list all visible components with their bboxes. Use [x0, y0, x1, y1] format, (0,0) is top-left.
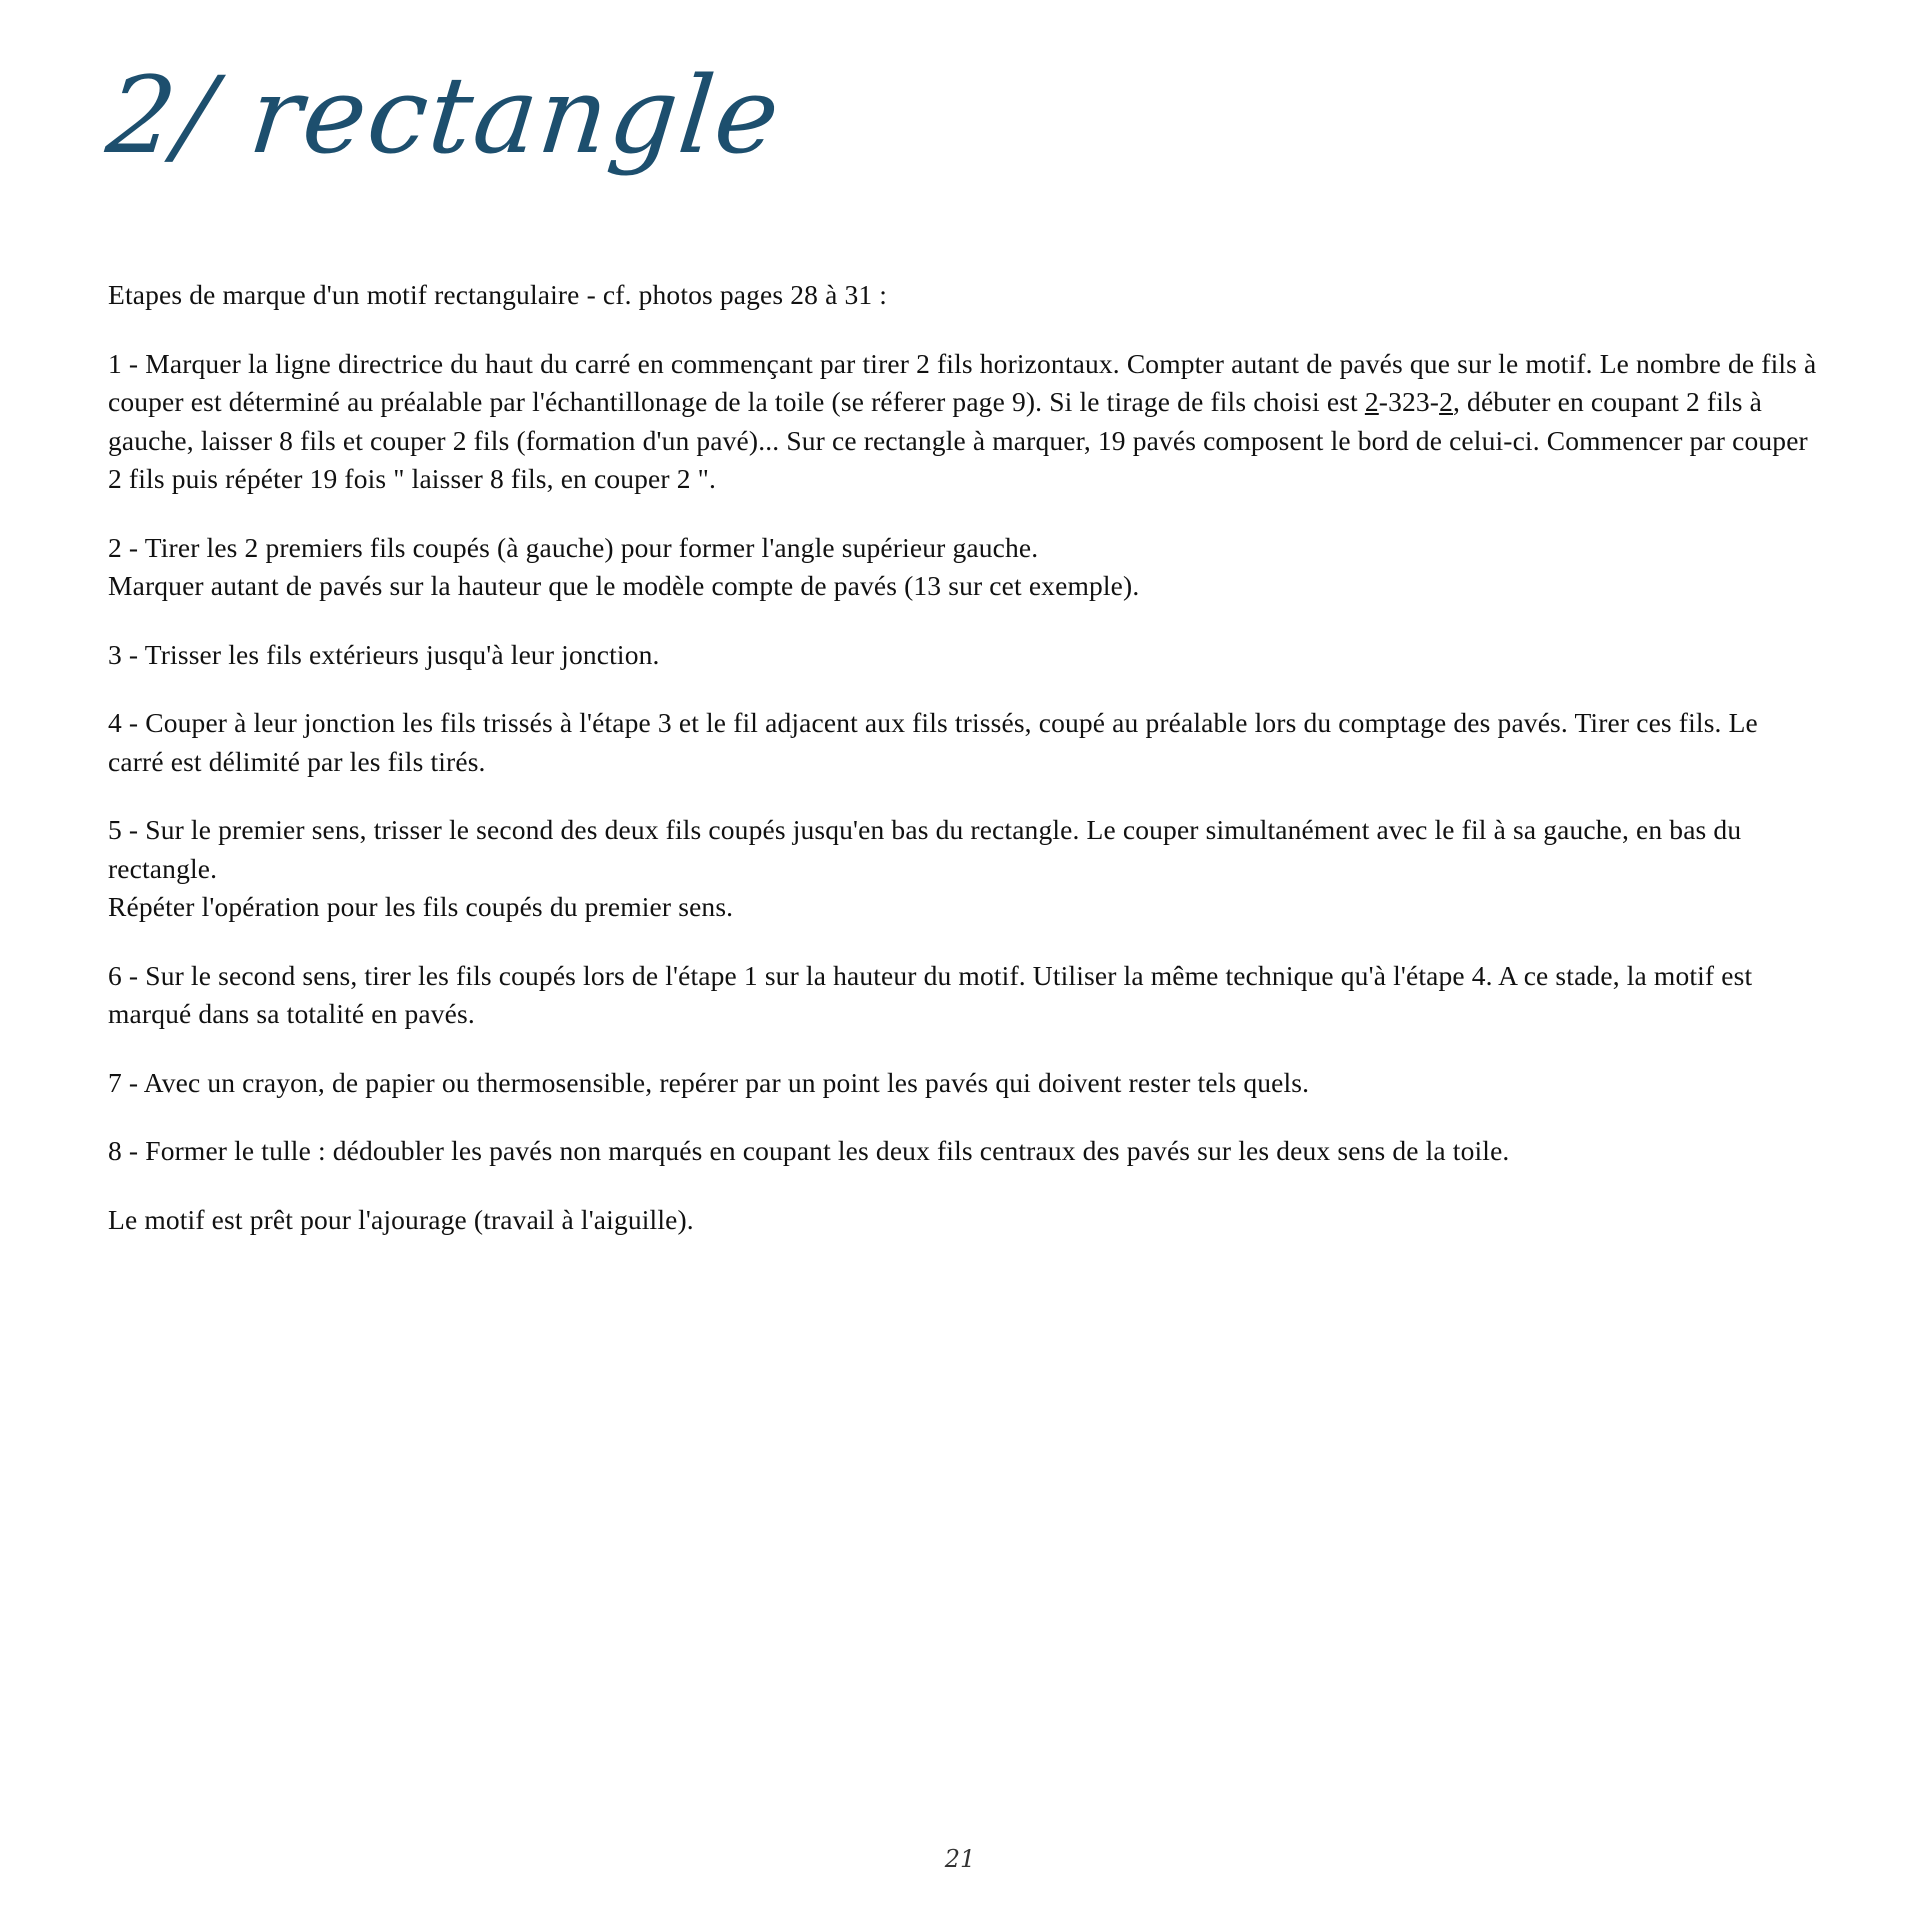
step-1-underlined-second: 2: [1439, 386, 1453, 417]
step-1-middle: -323-: [1378, 386, 1440, 417]
step-1-underlined-first: 2: [1364, 386, 1379, 417]
intro-paragraph: Etapes de marque d'un motif rectangulaire - cf. photos pages 28 à 31 :: [108, 279, 888, 310]
step-2-line-2: Marquer autant de pavés sur la hauteur que le modèle compte de pavés (13 sur cet exemple).: [108, 570, 1140, 601]
step-5-line-2: Répéter l'opération pour les fils coupés du premier sens.: [108, 891, 734, 922]
step-1-text-before: 1 - Marquer la ligne directrice du haut du carré en commençant par tirer 2 fils horizontaux. Compter autant de pavés que sur le motif. Le nombre de fils à couper est déterminé au préalable par l'échantillonage de la toile (se réferer page 9). Si le tirage de fils choisi est: [108, 347, 1817, 417]
step-7-paragraph: [108, 1064, 1818, 1103]
step-5-line-1: 5 - Sur le premier sens, trisser le second des deux fils coupés jusqu'en bas du rectangle. Le couper simultanément avec le fil à sa gauche, en bas du rectangle.: [108, 814, 1742, 884]
step-1-paragraph: [108, 345, 1818, 499]
step-6-line-1: 6 - Sur le second sens, tirer les fils coupés lors de l'étape 1 sur la hauteur du motif. Utiliser la même technique qu'à l'étape 4. A ce stade, la motif est marqué dans sa totalité en pavés.: [108, 959, 1753, 1029]
step-4-line-1: 4 - Couper à leur jonction les fils trissés à l'étape 3 et le fil adjacent aux fils trissés, coupé au préalable lors du comptage des pavés. Tirer ces fils. Le carré est délimité par les fils tirés.: [108, 707, 1758, 777]
step-8-line-1: 8 - Former le tulle : dédoubler les pavés non marqués en coupant les deux fils centraux des pavés sur les deux sens de la toile.: [108, 1135, 1510, 1166]
step-2-paragraph: [108, 529, 1818, 606]
step-6-paragraph: [108, 957, 1818, 1034]
step-8-paragraph: [108, 1132, 1818, 1171]
closing-paragraph: Le motif est prêt pour l'ajourage (travail à l'aiguille).: [108, 1203, 694, 1235]
page-number: 21: [944, 1845, 976, 1873]
step-3-line-1: 3 - Trisser les fils extérieurs jusqu'à leur jonction.: [108, 638, 660, 670]
step-1-text-after: , débuter en coupant 2 fils à gauche, laisser 8 fils et couper 2 fils (formation d'un pavé)... Sur ce rectangle à marquer, 19 pavés composent le bord de celui-ci. Commencer par couper 2 fils puis répéter 19 fois " laisser 8 fils, en couper 2 ".: [108, 386, 1808, 494]
step-3-paragraph: [108, 636, 1818, 675]
step-4-paragraph: [108, 704, 1818, 781]
step-7-line-1: 7 - Avec un crayon, de papier ou thermosensible, repérer par un point les pavés qui doivent rester tels quels.: [108, 1066, 1310, 1098]
page-title: 2/ rectangle: [101, 54, 787, 177]
document-body: [108, 276, 1818, 1269]
step-2-line-1: 2 - Tirer les 2 premiers fils coupés (à gauche) pour former l'angle supérieur gauche.: [108, 531, 1039, 563]
step-5-paragraph: [108, 811, 1818, 927]
